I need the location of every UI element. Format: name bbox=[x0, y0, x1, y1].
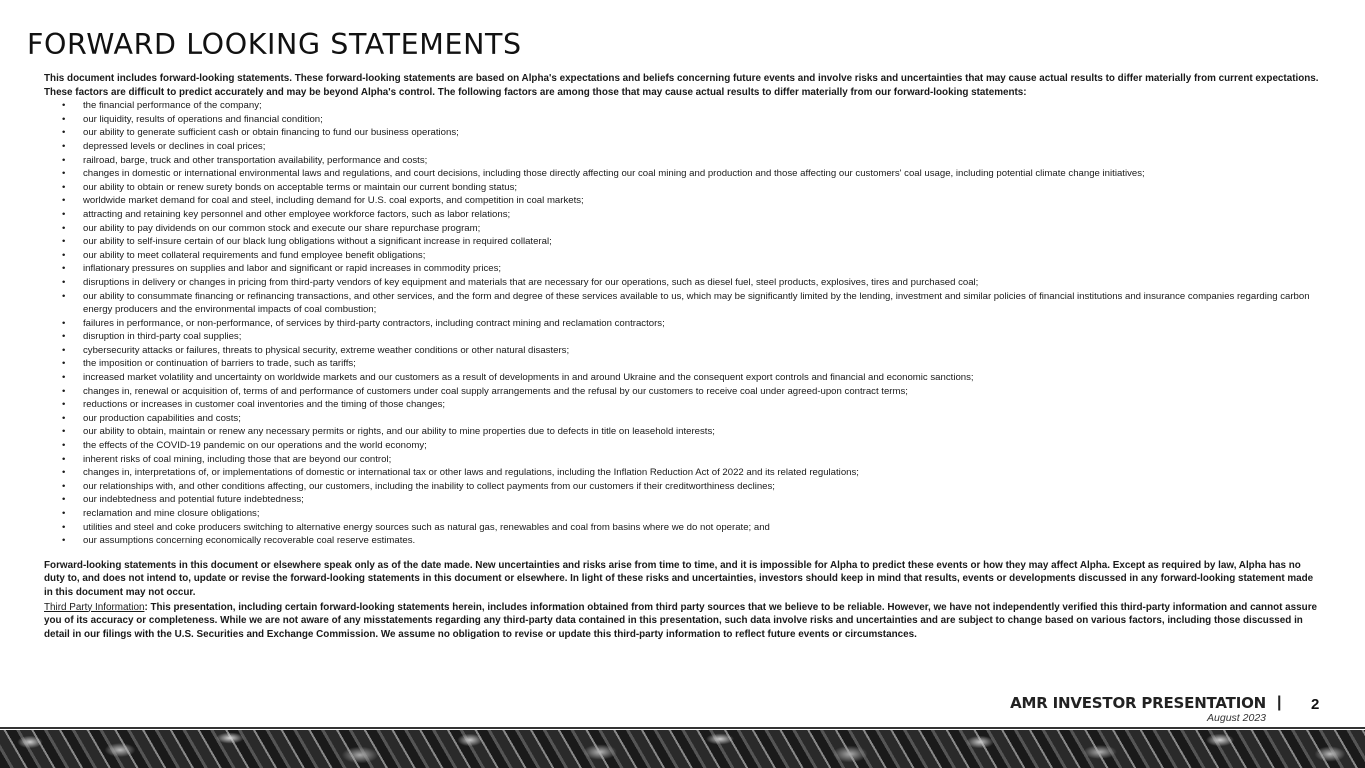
factor-item: • utilities and steel and coke producers switching to alternative energy sources such as natural gas, renewables and coal from basins where we do not operate; and bbox=[44, 521, 1319, 535]
factor-item: • worldwide market demand for coal and steel, including demand for U.S. coal exports, and competition in coal markets; bbox=[44, 194, 1319, 208]
footer-separator: | bbox=[1277, 694, 1282, 711]
closing-paragraph: Forward-looking statements in this document or elsewhere speak only as of the date made. New uncertainties and risks arise from time to time, and it is impossible for Alpha to predict these events or how they may affect Alpha. Except as required by law, Alpha has no duty to, and does not intend to, update or revise the forward-looking statements in this document or elsewhere. In light of these risks and uncertainties, investors should keep in mind that results, events or developments discussed in any forward-looking statement made in this document may not occur. bbox=[44, 559, 1314, 598]
factor-item: • our relationships with, and other conditions affecting, our customers, including the inability to collect payments from our customers if their creditworthiness declines; bbox=[44, 480, 1319, 494]
factor-item: • changes in, renewal or acquisition of, terms of and performance of customers under coal supply arrangements and the refusal by our customers to receive coal under agreed-upon contract terms; bbox=[44, 385, 1319, 399]
third-party-paragraph bbox=[44, 601, 1319, 642]
factor-item: • our ability to generate sufficient cash or obtain financing to fund our business operations; bbox=[44, 126, 1319, 140]
page-number: 2 bbox=[1311, 696, 1320, 713]
factor-item: • depressed levels or declines in coal prices; bbox=[44, 140, 1319, 154]
factor-item: • our ability to self-insure certain of our black lung obligations without a significant increase in required collateral; bbox=[44, 235, 1319, 249]
presentation-title: AMR INVESTOR PRESENTATION bbox=[1010, 694, 1266, 712]
factor-item: • our ability to pay dividends on our common stock and execute our share repurchase program; bbox=[44, 222, 1319, 236]
factor-item: • the financial performance of the company; bbox=[44, 99, 1319, 113]
factor-item: • reductions or increases in customer coal inventories and the timing of those changes; bbox=[44, 398, 1319, 412]
presentation-date: August 2023 bbox=[1207, 712, 1266, 724]
third-party-label: Third Party Information bbox=[44, 601, 145, 613]
factor-item: • our liquidity, results of operations and financial condition; bbox=[44, 113, 1319, 127]
factor-item: • inherent risks of coal mining, including those that are beyond our control; bbox=[44, 453, 1319, 467]
third-party-text: : This presentation, including certain forward-looking statements herein, includes information obtained from third party sources that we believe to be reliable. However, we have not independently verified this third-party information and cannot assure you of its accuracy or completeness. While we are not aware of any misstatements regarding any third-party data contained in this presentation, such data involve risks and uncertainties and are subject to change based on various factors, including those discussed in detail in our filings with the U.S. Securities and Exchange Commission. We assume no obligation to revise or update this third-party information to reflect future events or circumstances. bbox=[44, 601, 1318, 640]
factor-item: • the effects of the COVID-19 pandemic on our operations and the world economy; bbox=[44, 439, 1319, 453]
factor-item: • our ability to obtain or renew surety bonds on acceptable terms or maintain our current bonding status; bbox=[44, 181, 1319, 195]
factor-item: • our indebtedness and potential future indebtedness; bbox=[44, 493, 1319, 507]
factor-item: • inflationary pressures on supplies and labor and significant or rapid increases in commodity prices; bbox=[44, 262, 1319, 276]
factor-item: • railroad, barge, truck and other transportation availability, performance and costs; bbox=[44, 154, 1319, 168]
factor-item: • attracting and retaining key personnel and other employee workforce factors, such as labor relations; bbox=[44, 208, 1319, 222]
factor-item: • our assumptions concerning economically recoverable coal reserve estimates. bbox=[44, 534, 1319, 548]
factor-item: • our ability to consummate financing or refinancing transactions, and other services, and the form and degree of these services available to us, which may be significantly limited by the lending, investment and similar policies of financial institutions and insurance companies regarding carbon energy producers and the environmental impacts of coal combustion; bbox=[44, 290, 1319, 317]
factor-item: • increased market volatility and uncertainty on worldwide markets and our customers as a result of developments in and around Ukraine and the consequent export controls and financial and economic sanctions; bbox=[44, 371, 1319, 385]
statement-body bbox=[44, 72, 1319, 641]
factor-item: • the imposition or continuation of barriers to trade, such as tariffs; bbox=[44, 357, 1319, 371]
intro-paragraph: This document includes forward-looking statements. These forward-looking statements are based on Alpha's expectations and beliefs concerning future events and involve risks and uncertainties that may cause actual results to differ materially from current expectations. These factors are difficult to predict accurately and may be beyond Alpha's control. The following factors are among those that may cause actual results to differ materially from our forward-looking statements: bbox=[44, 73, 1319, 98]
factor-item: • cybersecurity attacks or failures, threats to physical security, extreme weather conditions or other natural disasters; bbox=[44, 344, 1319, 358]
factor-item: • disruption in third-party coal supplies; bbox=[44, 330, 1319, 344]
factor-item: • failures in performance, or non-performance, of services by third-party contractors, including contract mining and reclamation contractors; bbox=[44, 317, 1319, 331]
factor-list bbox=[44, 99, 1319, 548]
coal-image-banner bbox=[0, 730, 1365, 768]
factor-item: • reclamation and mine closure obligations; bbox=[44, 507, 1319, 521]
factor-item: • our ability to obtain, maintain or renew any necessary permits or rights, and our ability to mine properties due to defects in title on leasehold interests; bbox=[44, 425, 1319, 439]
factor-item: • changes in domestic or international environmental laws and regulations, and court decisions, including those directly affecting our coal mining and production and those affecting our customers' coal usage, including potential climate change initiatives; bbox=[44, 167, 1319, 181]
page-title: FORWARD LOOKING STATEMENTS bbox=[27, 28, 522, 61]
factor-item: • our ability to meet collateral requirements and fund employee benefit obligations; bbox=[44, 249, 1319, 263]
factor-item: • our production capabilities and costs; bbox=[44, 412, 1319, 426]
factor-item: • changes in, interpretations of, or implementations of domestic or international tax or other laws and regulations, including the Inflation Reduction Act of 2022 and its related regulations; bbox=[44, 466, 1319, 480]
factor-item: • disruptions in delivery or changes in pricing from third-party vendors of key equipment and materials that are necessary for our operations, such as diesel fuel, steel products, explosives, tires and purchased coal; bbox=[44, 276, 1319, 290]
footer-divider bbox=[0, 727, 1365, 729]
